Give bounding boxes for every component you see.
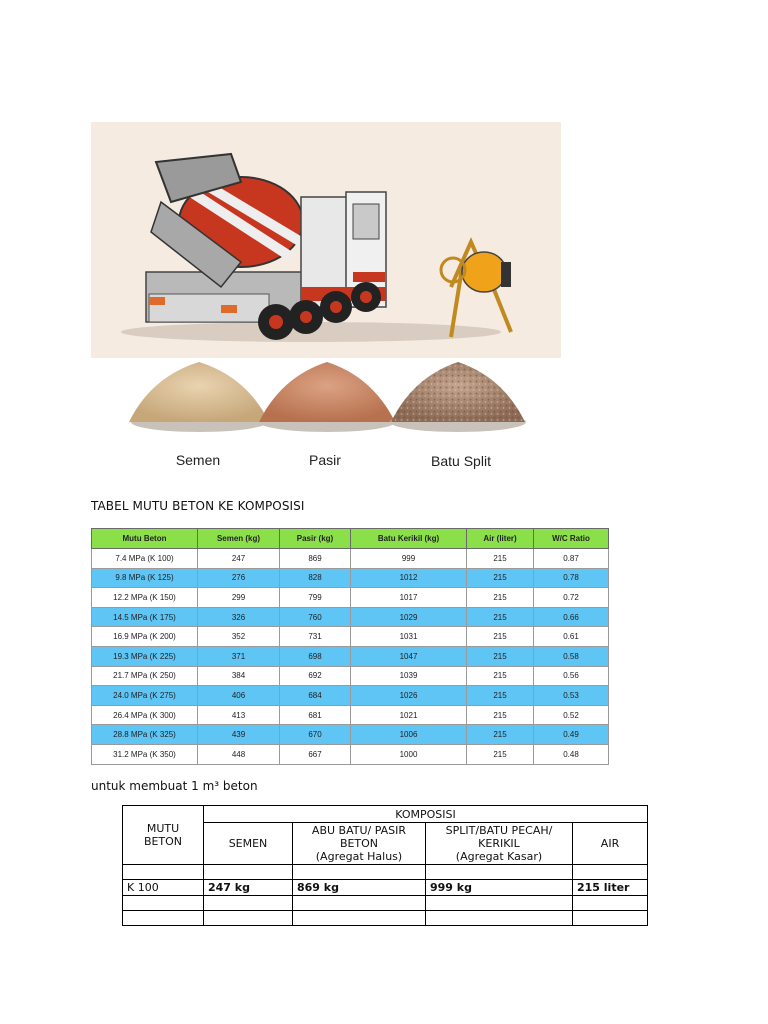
mutu-beton-cell: 24.0 MPa (K 275) bbox=[92, 686, 198, 706]
batu-split-pile-image bbox=[390, 362, 526, 432]
batu-kerikil-cell: 1012 bbox=[351, 568, 467, 588]
note-text: untuk membuat 1 m³ beton bbox=[91, 779, 258, 793]
mutu-beton-cell: 7.4 MPa (K 100) bbox=[92, 549, 198, 569]
mutu-beton-cell: 26.4 MPa (K 300) bbox=[92, 705, 198, 725]
wc-ratio-cell: 0.52 bbox=[534, 705, 609, 725]
header-pasir: Pasir (kg) bbox=[280, 529, 351, 549]
batu-kerikil-cell: 1031 bbox=[351, 627, 467, 647]
concrete-materials-illustration bbox=[91, 122, 561, 488]
air-cell: 215 bbox=[467, 627, 534, 647]
mutu-table-row bbox=[92, 549, 609, 569]
mutu-beton-cell: 9.8 MPa (K 125) bbox=[92, 568, 198, 588]
batu-kerikil-cell: 1017 bbox=[351, 588, 467, 608]
air-cell: 215 bbox=[467, 588, 534, 608]
batu-kerikil-cell: 1021 bbox=[351, 705, 467, 725]
mutu-table-row bbox=[92, 744, 609, 764]
pasir-cell: 799 bbox=[280, 588, 351, 608]
wc-ratio-cell: 0.72 bbox=[534, 588, 609, 608]
pasir-cell: 869 bbox=[280, 549, 351, 569]
pasir-cell: 731 bbox=[280, 627, 351, 647]
wc-ratio-cell: 0.58 bbox=[534, 646, 609, 666]
wc-ratio-cell: 0.49 bbox=[534, 725, 609, 745]
header-air: Air (liter) bbox=[467, 529, 534, 549]
pasir-cell: 667 bbox=[280, 744, 351, 764]
mutu-beton-cell: 31.2 MPa (K 350) bbox=[92, 744, 198, 764]
wc-ratio-cell: 0.48 bbox=[534, 744, 609, 764]
batu-kerikil-cell: 1047 bbox=[351, 646, 467, 666]
pasir-cell: 670 bbox=[280, 725, 351, 745]
abu-batu-header-sub: (Agregat Halus) bbox=[315, 850, 403, 863]
wc-ratio-cell: 0.61 bbox=[534, 627, 609, 647]
pasir-pile-image bbox=[259, 362, 395, 432]
air-cell: 215 bbox=[467, 744, 534, 764]
row-semen: 247 kg bbox=[204, 880, 293, 896]
mutu-table-row bbox=[92, 666, 609, 686]
header-mutu-beton: Mutu Beton bbox=[92, 529, 198, 549]
air-cell: 215 bbox=[467, 686, 534, 706]
mutu-beton-cell: 28.8 MPa (K 325) bbox=[92, 725, 198, 745]
row-abu-batu: 869 kg bbox=[293, 880, 426, 896]
semen-cell: 247 bbox=[198, 549, 280, 569]
komposisi-data-row bbox=[123, 880, 648, 896]
mutu-beton-cell: 19.3 MPa (K 225) bbox=[92, 646, 198, 666]
semen-label: Semen bbox=[175, 452, 221, 468]
pasir-cell: 692 bbox=[280, 666, 351, 686]
mutu-beton-cell: 12.2 MPa (K 150) bbox=[92, 588, 198, 608]
split-header-title: SPLIT/BATU PECAH/ KERIKIL bbox=[445, 824, 553, 850]
semen-header: SEMEN bbox=[204, 823, 293, 865]
mutu-table-row bbox=[92, 646, 609, 666]
row-split: 999 kg bbox=[426, 880, 573, 896]
semen-cell: 439 bbox=[198, 725, 280, 745]
pasir-cell: 760 bbox=[280, 607, 351, 627]
empty-row bbox=[123, 896, 648, 911]
header-semen: Semen (kg) bbox=[198, 529, 280, 549]
abu-batu-header bbox=[293, 823, 426, 865]
abu-batu-header-title: ABU BATU/ PASIR BETON bbox=[311, 824, 407, 850]
air-cell: 215 bbox=[467, 725, 534, 745]
air-cell: 215 bbox=[467, 607, 534, 627]
split-header-sub: (Agregat Kasar) bbox=[455, 850, 543, 863]
wc-ratio-cell: 0.66 bbox=[534, 607, 609, 627]
mutu-table-row bbox=[92, 705, 609, 725]
mutu-beton-table bbox=[91, 528, 609, 765]
batu-kerikil-cell: 1026 bbox=[351, 686, 467, 706]
air-cell: 215 bbox=[467, 568, 534, 588]
mutu-beton-cell: 21.7 MPa (K 250) bbox=[92, 666, 198, 686]
mutu-table-row bbox=[92, 607, 609, 627]
batu-kerikil-cell: 1039 bbox=[351, 666, 467, 686]
semen-cell: 276 bbox=[198, 568, 280, 588]
wc-ratio-cell: 0.78 bbox=[534, 568, 609, 588]
batu-split-label: Batu Split bbox=[431, 453, 491, 469]
air-cell: 215 bbox=[467, 646, 534, 666]
semen-cell: 384 bbox=[198, 666, 280, 686]
air-cell: 215 bbox=[467, 666, 534, 686]
wc-ratio-cell: 0.87 bbox=[534, 549, 609, 569]
mutu-table-row bbox=[92, 725, 609, 745]
mutu-beton-header: MUTU BETON bbox=[123, 806, 204, 865]
mutu-table-row bbox=[92, 588, 609, 608]
semen-pile-image bbox=[129, 362, 269, 432]
komposisi-header: KOMPOSISI bbox=[204, 806, 648, 823]
semen-cell: 352 bbox=[198, 627, 280, 647]
mutu-beton-cell: 14.5 MPa (K 175) bbox=[92, 607, 198, 627]
pasir-cell: 684 bbox=[280, 686, 351, 706]
semen-cell: 448 bbox=[198, 744, 280, 764]
batu-kerikil-cell: 1006 bbox=[351, 725, 467, 745]
pasir-cell: 828 bbox=[280, 568, 351, 588]
header-wc-ratio: W/C Ratio bbox=[534, 529, 609, 549]
semen-cell: 413 bbox=[198, 705, 280, 725]
semen-cell: 406 bbox=[198, 686, 280, 706]
komposisi-table bbox=[122, 805, 648, 926]
wc-ratio-cell: 0.56 bbox=[534, 666, 609, 686]
header-batu-kerikil: Batu Kerikil (kg) bbox=[351, 529, 467, 549]
table-heading: TABEL MUTU BETON KE KOMPOSISI bbox=[91, 499, 305, 513]
pasir-label: Pasir bbox=[309, 452, 341, 468]
mutu-table-row bbox=[92, 627, 609, 647]
batu-kerikil-cell: 1000 bbox=[351, 744, 467, 764]
semen-cell: 326 bbox=[198, 607, 280, 627]
air-cell: 215 bbox=[467, 705, 534, 725]
semen-cell: 371 bbox=[198, 646, 280, 666]
air-cell: 215 bbox=[467, 549, 534, 569]
batu-kerikil-cell: 999 bbox=[351, 549, 467, 569]
row-mutu: K 100 bbox=[123, 880, 204, 896]
mutu-table-row bbox=[92, 686, 609, 706]
empty-row bbox=[123, 865, 648, 880]
split-header bbox=[426, 823, 573, 865]
mutu-table-header-row bbox=[92, 529, 609, 549]
mutu-beton-cell: 16.9 MPa (K 200) bbox=[92, 627, 198, 647]
row-air: 215 liter bbox=[573, 880, 648, 896]
wc-ratio-cell: 0.53 bbox=[534, 686, 609, 706]
air-header: AIR bbox=[573, 823, 648, 865]
semen-cell: 299 bbox=[198, 588, 280, 608]
mutu-table-row bbox=[92, 568, 609, 588]
empty-row bbox=[123, 911, 648, 926]
pasir-cell: 681 bbox=[280, 705, 351, 725]
batu-kerikil-cell: 1029 bbox=[351, 607, 467, 627]
pasir-cell: 698 bbox=[280, 646, 351, 666]
